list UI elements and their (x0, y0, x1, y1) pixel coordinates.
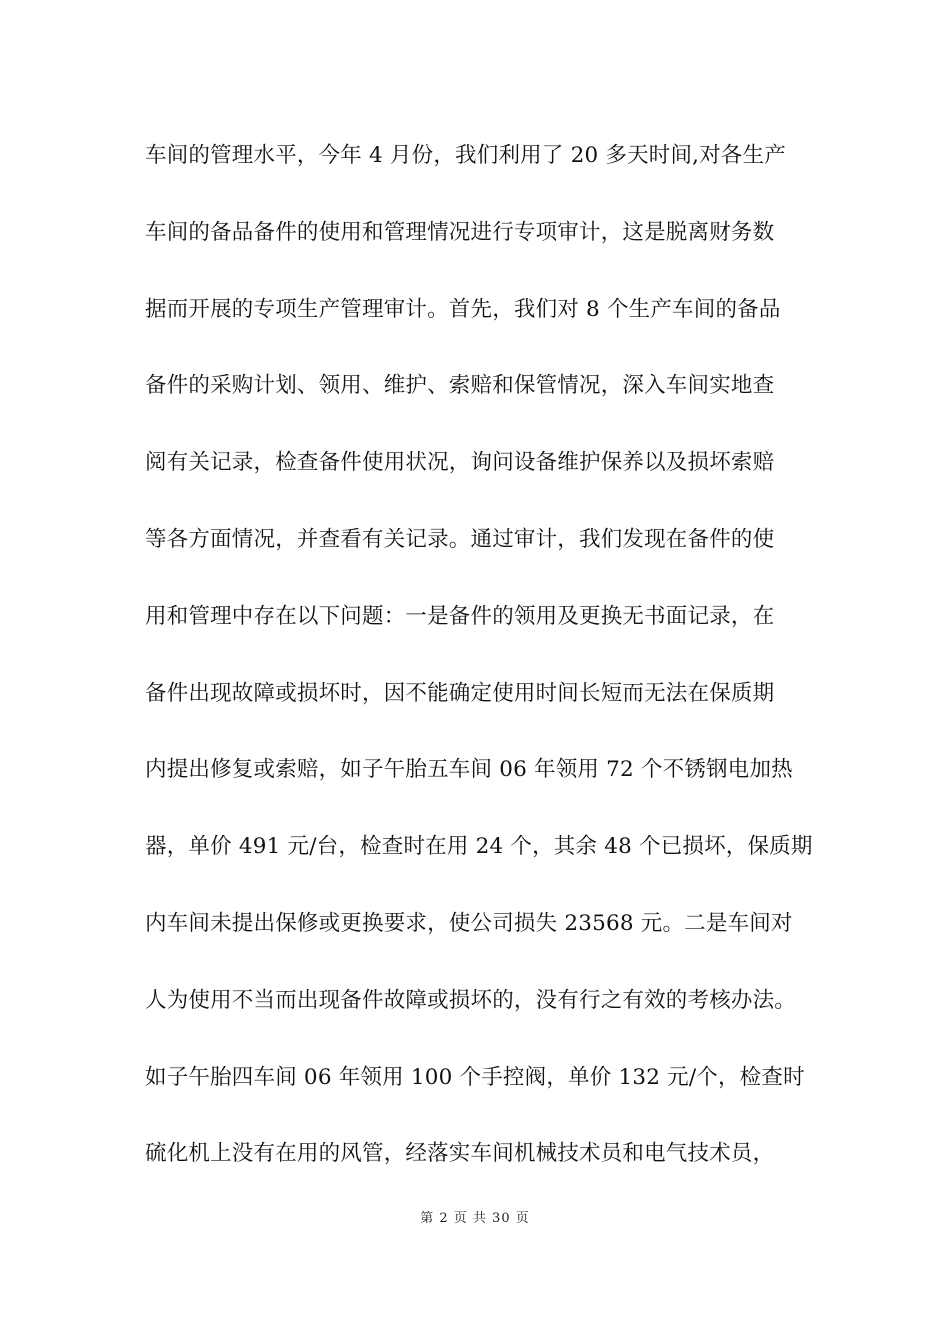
text-line-9: 内提出修复或索赔，如子午胎五车间 06 年领用 72 个不锈钢电加热 (145, 757, 793, 783)
page-footer: 第 2 页 共 30 页 (420, 1211, 530, 1226)
text-line-4: 备件的采购计划、领用、维护、索赔和保管情况，深入车间实地查 (145, 373, 775, 399)
text-line-6: 等各方面情况，并查看有关记录。通过审计，我们发现在备件的使 (145, 526, 775, 552)
text-line-12: 人为使用不当而出现备件故障或损坏的，没有行之有效的考核办法。 (145, 987, 797, 1013)
text-line-2: 车间的备品备件的使用和管理情况进行专项审计，这是脱离财务数 (145, 219, 775, 245)
text-line-11: 内车间未提出保修或更换要求，使公司损失 23568 元。二是车间对 (145, 910, 793, 936)
text-line-7: 用和管理中存在以下问题：一是备件的领用及更换无书面记录，在 (145, 603, 775, 629)
text-line-14: 硫化机上没有在用的风管，经落实车间机械技术员和电气技术员， (145, 1141, 775, 1167)
text-line-10: 器，单价 491 元/台，检查时在用 24 个，其余 48 个已损坏，保质期 (145, 834, 813, 860)
text-line-1: 车间的管理水平，今年 4 月份，我们利用了 20 多天时间,对各生产 (145, 143, 787, 168)
text-line-5: 阅有关记录，检查备件使用状况，询问设备维护保养以及损坏索赔 (145, 450, 775, 476)
text-line-3: 据而开展的专项生产管理审计。首先，我们对 8 个生产车间的备品 (145, 296, 781, 322)
body-text (145, 133, 865, 1208)
text-line-13: 如子午胎四车间 06 年领用 100 个手控阀，单价 132 元/个，检查时 (145, 1064, 805, 1090)
text-line-8: 备件出现故障或损坏时，因不能确定使用时间长短而无法在保质期 (145, 680, 775, 706)
